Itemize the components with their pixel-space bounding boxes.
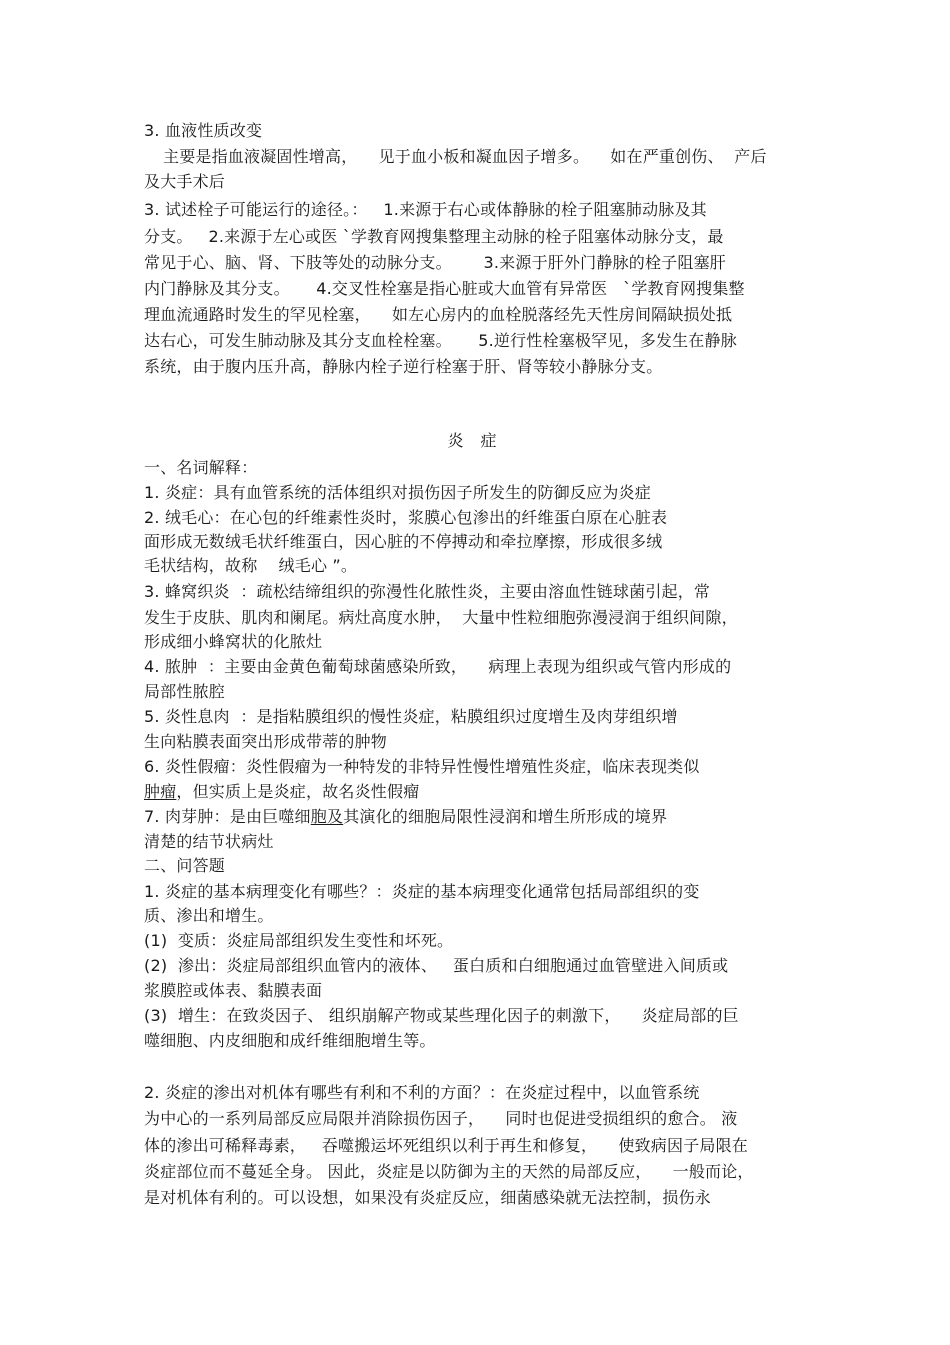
answer-line: 是对机体有利的。可以设想，如果没有炎症反应，细菌感染就无法控制，损伤永 xyxy=(144,1188,712,1207)
answer-line: 2. 炎症的渗出对机体有哪些有利和不利的方面？：在炎症过程中，以血管系统 xyxy=(144,1083,700,1102)
definition-line xyxy=(144,782,419,802)
answer-line: 浆膜腔或体表、黏膜表面 xyxy=(144,981,323,1000)
paragraph-line: 达右心，可发生肺动脉及其分支血栓栓塞。 5.逆行性栓塞极罕见，多发生在静脉 xyxy=(144,331,737,350)
definition-line: 6. 炎性假瘤：炎性假瘤为一种特发的非特异性慢性增殖性炎症，临床表现类似 xyxy=(144,757,700,776)
answer-line: 为中心的一系列局部反应局限并消除损伤因子， 同时也促进受损组织的愈合。 液 xyxy=(144,1109,738,1128)
answer-line: (2) 渗出：炎症局部组织血管内的液体、 蛋白质和白细胞通过血管壁进入间质或 xyxy=(144,956,729,975)
definition-line: 形成细小蜂窝状的化脓灶 xyxy=(144,632,323,651)
answer-line: (1) 变质：炎症局部组织发生变性和坏死。 xyxy=(144,931,454,950)
answer-line: 体的渗出可稀释毒素， 吞噬搬运坏死组织以利于再生和修复， 使致病因子局限在 xyxy=(144,1136,749,1155)
underlined-term: 胞及 xyxy=(310,807,344,826)
answer-line: 噬细胞、内皮细胞和成纤维细胞增生等。 xyxy=(144,1031,436,1050)
paragraph-line: 主要是指血液凝固性增高， 见于血小板和凝血因子增多。 如在严重创伤、 产后 xyxy=(163,147,767,166)
question-line: 3. 试述栓子可能运行的途径。： 1.来源于右心或体静脉的栓子阻塞肺动脉及其 xyxy=(144,200,707,219)
definition-text: ，但实质上是炎症，故名炎性假瘤 xyxy=(176,782,420,801)
definition-line: 5. 炎性息肉 ：是指粘膜组织的慢性炎症，粘膜组织过度增生及肉芽组织增 xyxy=(144,707,678,726)
definition-line: 3. 蜂窝织炎 ：疏松结缔组织的弥漫性化脓性炎，主要由溶血性链球菌引起，常 xyxy=(144,582,711,601)
answer-line: 1. 炎症的基本病理变化有哪些？：炎症的基本病理变化通常包括局部组织的变 xyxy=(144,882,700,901)
definition-line: 发生于皮肤、肌肉和阑尾。病灶高度水肿， 大量中性粒细胞弥漫浸润于组织间隙， xyxy=(144,608,738,627)
paragraph-line: 内门静脉及其分支。 4.交叉性栓塞是指心脏或大血管有异常医 `学教育网搜集整 xyxy=(144,279,745,298)
answer-line: 质、渗出和增生。 xyxy=(144,906,274,925)
definition-line: 2. 绒毛心：在心包的纤维素性炎时，浆膜心包渗出的纤维蛋白原在心脏表 xyxy=(144,508,668,527)
paragraph-line: 常见于心、脑、肾、下肢等处的动脉分支。 3.来源于肝外门静脉的栓子阻塞肝 xyxy=(144,253,726,272)
definition-line: 4. 脓肿 ：主要由金黄色葡萄球菌感染所致， 病理上表现为组织或气管内形成的 xyxy=(144,657,732,676)
paragraph-line: 系统，由于腹内压升高，静脉内栓子逆行栓塞于肝、肾等较小静脉分支。 xyxy=(144,357,663,376)
definition-line: 面形成无数绒毛状纤维蛋白，因心脏的不停搏动和牵拉摩擦，形成很多绒 xyxy=(144,532,663,551)
definition-text: 7. 肉芽肿：是由巨噬细 xyxy=(144,807,311,826)
definition-line xyxy=(144,807,667,827)
definition-line: 生向粘膜表面突出形成带蒂的肿物 xyxy=(144,732,388,751)
definition-line: 1. 炎症：具有血管系统的活体组织对损伤因子所发生的防御反应为炎症 xyxy=(144,483,651,502)
section-heading: 一、名词解释： xyxy=(144,458,258,477)
definition-text: 其演化的细胞局限性浸润和增生所形成的境界 xyxy=(343,807,668,826)
definition-line: 毛状结构，故称 绒毛心 ”。 xyxy=(144,556,358,575)
answer-line: (3) 增生：在致炎因子、 组织崩解产物或某些理化因子的刺激下， 炎症局部的巨 xyxy=(144,1006,739,1025)
answer-line: 炎症部位而不蔓延全身。 因此，炎症是以防御为主的天然的局部反应， 一般而论， xyxy=(144,1162,754,1181)
underlined-term: 肿瘤 xyxy=(144,782,177,801)
paragraph-line: 分支。 2.来源于左心或医 `学教育网搜集整理主动脉的栓子阻塞体动脉分支，最 xyxy=(144,227,724,246)
paragraph-line: 及大手术后 xyxy=(144,172,226,191)
definition-line: 清楚的结节状病灶 xyxy=(144,832,274,851)
section-heading: 3. 血液性质改变 xyxy=(144,121,263,140)
paragraph-line: 理血流通路时发生的罕见栓塞， 如左心房内的血栓脱落经先天性房间隔缺损处抵 xyxy=(144,305,733,324)
definition-line: 局部性脓腔 xyxy=(144,682,226,701)
section-heading: 二、问答题 xyxy=(144,856,226,875)
chapter-title: 炎 症 xyxy=(447,431,503,450)
